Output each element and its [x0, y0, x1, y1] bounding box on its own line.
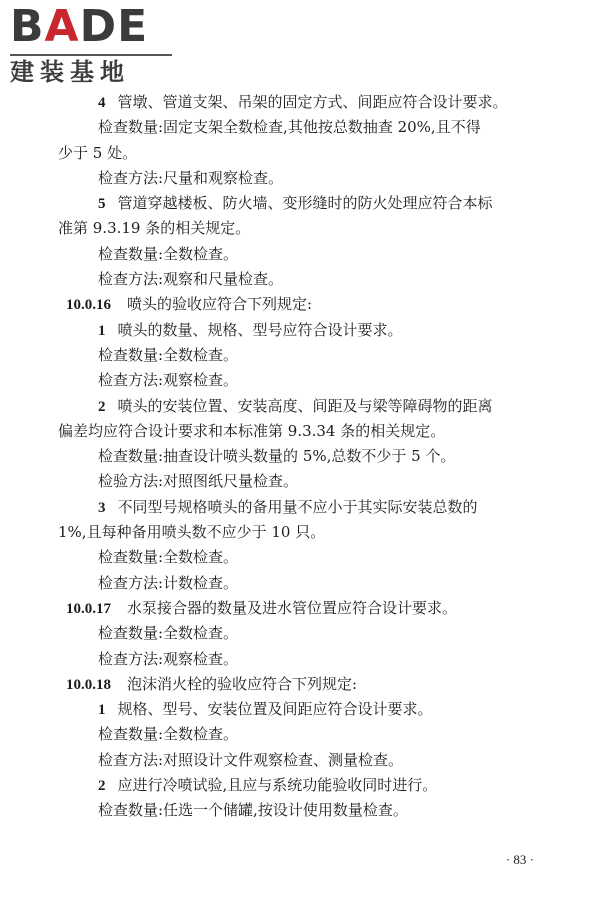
paragraph-line: [58, 216, 558, 241]
line-text: 管墩、管道支架、吊架的固定方式、间距应符合设计要求。: [117, 93, 508, 111]
logo-letter-b: B: [10, 1, 45, 52]
logo-letter-a: A: [44, 1, 80, 52]
logo-wordmark: [10, 1, 149, 52]
line-text: 检查数量:全数检查。: [98, 244, 239, 263]
paragraph-line: [58, 469, 558, 494]
paragraph-line: [58, 267, 558, 292]
clause-number: 10.0.16: [66, 297, 111, 314]
line-text: 规格、型号、安装位置及间距应符合设计要求。: [117, 700, 433, 719]
line-text: 1%,且每种备用喷头数不应少于 10 只。: [58, 523, 326, 542]
line-text: 管道穿越楼板、防火墙、变形缝时的防火处理应符合本标: [117, 194, 493, 213]
line-text: 检查数量:固定支架全数检查,其他按总数抽查 20%,且不得: [98, 118, 481, 137]
list-item: [58, 773, 558, 798]
paragraph-line: [58, 798, 558, 823]
paragraph-line: [58, 621, 558, 646]
paragraph-line: [58, 647, 558, 672]
paragraph-line: [58, 141, 558, 166]
page-number: · 83 ·: [505, 852, 534, 867]
clause-heading: [58, 292, 558, 317]
line-text: 不同型号规格喷头的备用量不应小于其实际安装总数的: [117, 497, 478, 516]
list-item: [58, 318, 558, 343]
line-text: 喷头的安装位置、安装高度、间距及与梁等障碍物的距离: [117, 396, 493, 415]
bade-logo: [10, 1, 180, 86]
clause-heading: [58, 672, 558, 697]
line-text: 泡沫消火栓的验收应符合下列规定:: [127, 674, 358, 693]
item-number: 5: [98, 196, 106, 213]
paragraph-line: [58, 722, 558, 747]
line-text: 偏差均应符合设计要求和本标准第 9.3.34 条的相关规定。: [58, 421, 446, 440]
clause-heading: [58, 596, 558, 621]
line-text: 检查方法:观察和尺量检查。: [98, 270, 284, 289]
line-text: 检查数量:任选一个储罐,按设计使用数量检查。: [98, 801, 408, 820]
paragraph-line: [58, 368, 558, 393]
line-text: 检查方法:计数检查。: [98, 573, 239, 592]
item-number: 4: [98, 95, 106, 111]
clause-number: 10.0.18: [66, 676, 111, 693]
line-text: 检验方法:对照图纸尺量检查。: [98, 472, 299, 491]
paragraph-line: [58, 545, 558, 570]
logo-letters-de: DE: [79, 1, 149, 52]
line-text: 水泵接合器的数量及进水管位置应符合设计要求。: [127, 598, 458, 617]
line-text: 应进行冷喷试验,且应与系统功能验收同时进行。: [117, 776, 438, 795]
paragraph-line: [58, 571, 558, 596]
line-text: 喷头的验收应符合下列规定:: [127, 295, 313, 314]
list-item: [58, 697, 558, 722]
line-text: 检查方法:对照设计文件观察检查、测量检查。: [98, 750, 404, 769]
line-text: 检查方法:观察检查。: [98, 371, 239, 390]
list-item: [58, 394, 558, 419]
line-text: 检查方法:观察检查。: [98, 649, 239, 668]
item-number: 1: [98, 702, 106, 719]
list-item: [58, 191, 558, 216]
line-text: 准第 9.3.19 条的相关规定。: [58, 219, 251, 238]
paragraph-line: [58, 748, 558, 773]
line-text: 检查数量:全数检查。: [98, 725, 239, 744]
paragraph-line: [58, 419, 558, 444]
line-text: 检查数量:抽查设计喷头数量的 5%,总数不少于 5 个。: [98, 447, 456, 466]
paragraph-line: [58, 444, 558, 469]
item-number: 2: [98, 778, 106, 795]
line-text: 喷头的数量、规格、型号应符合设计要求。: [117, 320, 403, 339]
line-text: 少于 5 处。: [58, 143, 138, 162]
paragraph-line: [58, 343, 558, 368]
line-text: 检查数量:全数检查。: [98, 548, 239, 567]
paragraph-line: [58, 242, 558, 267]
document-body: [58, 90, 558, 824]
item-number: 1: [98, 322, 106, 339]
paragraph-line: [58, 520, 558, 545]
line-text: 检查数量:全数检查。: [98, 624, 239, 643]
paragraph-line: [58, 115, 558, 140]
list-item: [58, 90, 558, 115]
list-item: [58, 495, 558, 520]
logo-subtitle: 建装基地: [10, 58, 130, 86]
clause-number: 10.0.17: [66, 600, 111, 617]
line-text: 检查方法:尺量和观察检查。: [98, 168, 284, 187]
logo-divider: [10, 54, 172, 56]
line-text: 检查数量:全数检查。: [98, 345, 239, 364]
item-number: 2: [98, 398, 106, 415]
paragraph-line: [58, 166, 558, 191]
item-number: 3: [98, 499, 106, 516]
